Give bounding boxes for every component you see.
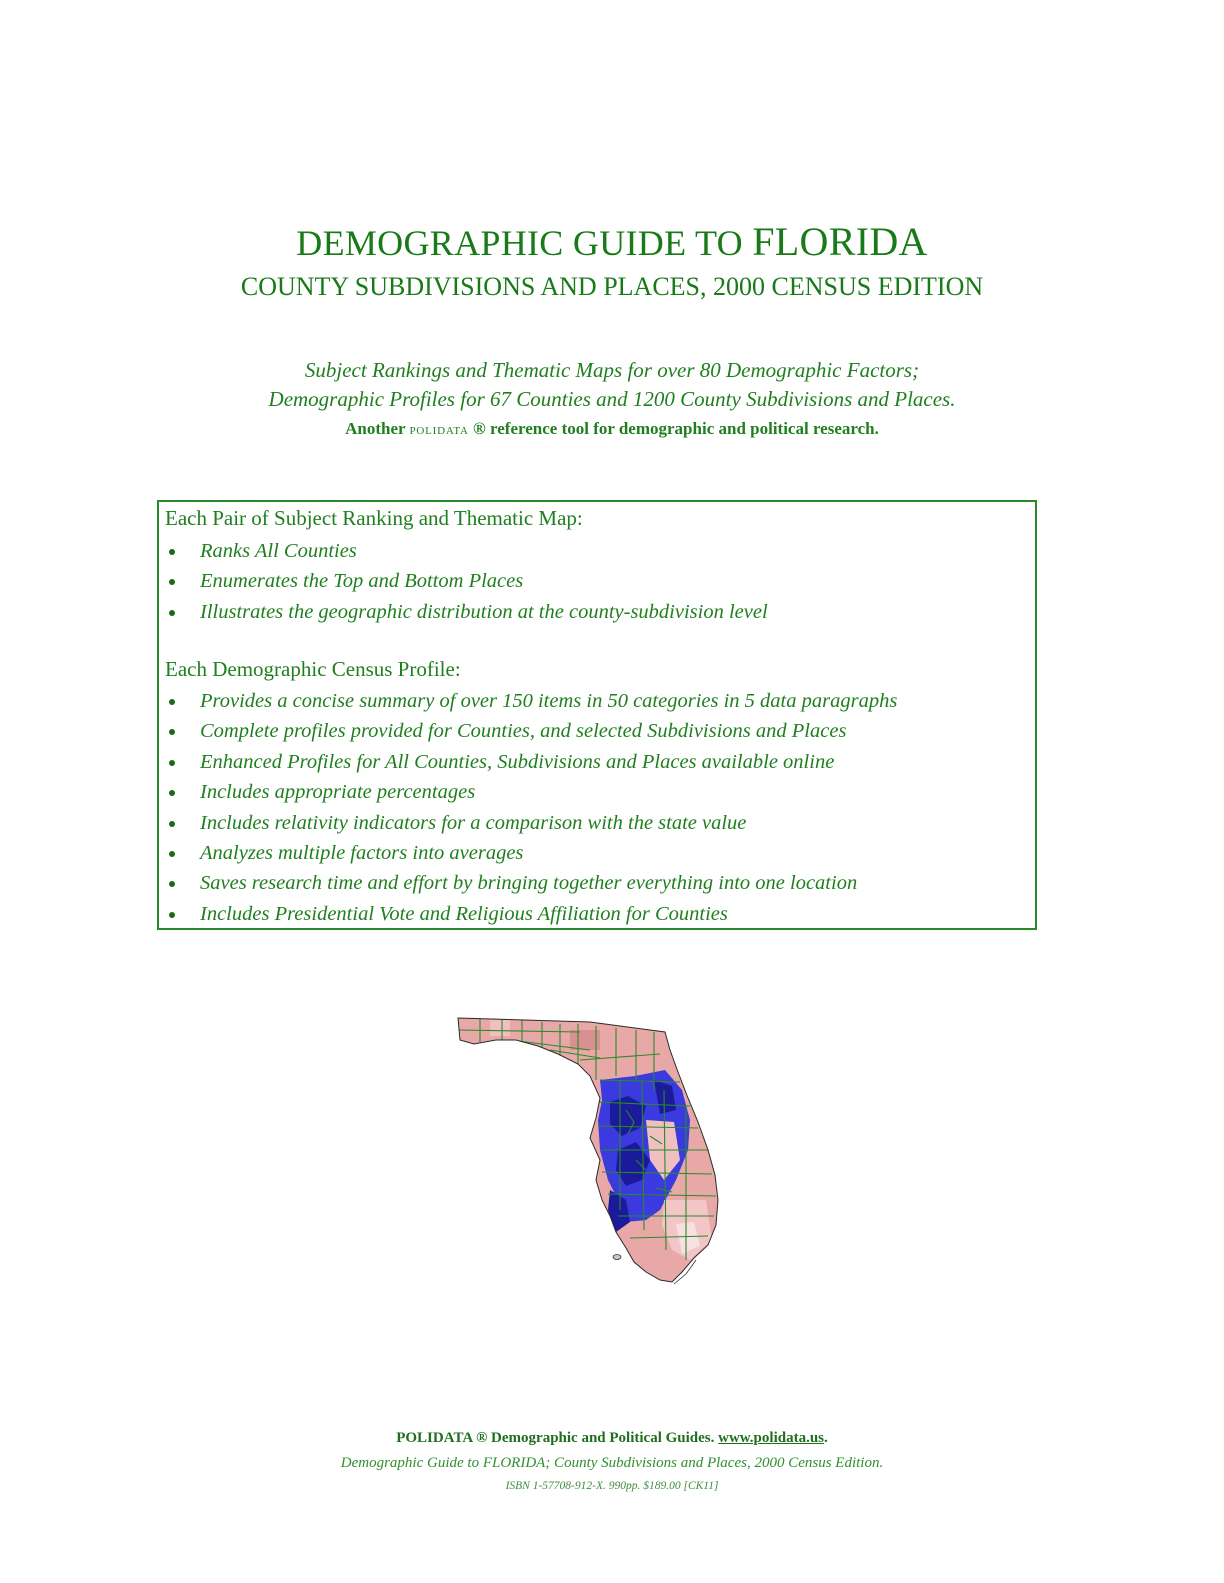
section1-list <box>159 536 1029 627</box>
footer-line2: Demographic Guide to FLORIDA; County Subdivisions and Places, 2000 Census Edition. <box>340 1455 884 1471</box>
florida-thematic-map <box>450 1010 740 1290</box>
tagline-suffix: ® reference tool for demographic and political research. <box>468 419 879 438</box>
section2-heading: Each Demographic Census Profile: <box>165 657 461 681</box>
section1-heading: Each Pair of Subject Ranking and Thematic Map: <box>165 506 583 530</box>
section2-list <box>159 686 1029 929</box>
bullet-icon <box>169 699 175 705</box>
list-item: Includes relativity indicators for a comparison with the state value <box>159 808 1029 838</box>
tagline-line1: Subject Rankings and Thematic Maps for over 80 Demographic Factors; <box>304 358 920 382</box>
bullet-icon <box>169 851 175 857</box>
list-item: Includes appropriate percentages <box>159 777 1029 807</box>
bullet-icon <box>169 821 175 827</box>
footer-isbn: ISBN 1-57708-912-X. 990pp. $189.00 [CK11] <box>505 1480 719 1492</box>
tagline-prefix: Another <box>345 419 410 438</box>
features-box <box>157 500 1037 930</box>
bullet-icon <box>169 912 175 918</box>
list-item: Saves research time and effort by bringing together everything into one location <box>159 868 1029 898</box>
title-state: FLORIDA <box>752 219 928 264</box>
tagline-brand: POLIDATA <box>409 425 469 437</box>
footer-line1: POLIDATA ® Demographic and Political Guides. www.polidata.us. <box>396 1430 828 1446</box>
bullet-icon <box>169 610 175 616</box>
list-item: Enhanced Profiles for All Counties, Subdivisions and Places available online <box>159 747 1029 777</box>
bullet-icon <box>169 549 175 555</box>
footer-publisher: POLIDATA ® Demographic and Political Guides. <box>396 1430 719 1446</box>
page-subtitle: COUNTY SUBDIVISIONS AND PLACES, 2000 CENSUS EDITION <box>240 272 984 301</box>
bullet-icon <box>169 760 175 766</box>
list-item: Includes Presidential Vote and Religious Affiliation for Counties <box>159 899 1029 929</box>
website-link[interactable]: www.polidata.us <box>718 1430 825 1446</box>
list-item: Enumerates the Top and Bottom Places <box>159 566 1029 596</box>
list-item: Provides a concise summary of over 150 items in 50 categories in 5 data paragraphs <box>159 686 1029 716</box>
list-item: Complete profiles provided for Counties, and selected Subdivisions and Places <box>159 716 1029 746</box>
tagline-line3 <box>0 419 1224 439</box>
bullet-icon <box>169 790 175 796</box>
tagline-line2: Demographic Profiles for 67 Counties and 1200 County Subdivisions and Places. <box>268 387 956 411</box>
bullet-icon <box>169 579 175 585</box>
page-title <box>0 218 1224 265</box>
title-text: DEMOGRAPHIC GUIDE TO <box>296 223 753 263</box>
list-item: Illustrates the geographic distribution at the county-subdivision level <box>159 597 1029 627</box>
list-item: Analyzes multiple factors into averages <box>159 838 1029 868</box>
bullet-icon <box>169 881 175 887</box>
list-item: Ranks All Counties <box>159 536 1029 566</box>
bullet-icon <box>169 729 175 735</box>
